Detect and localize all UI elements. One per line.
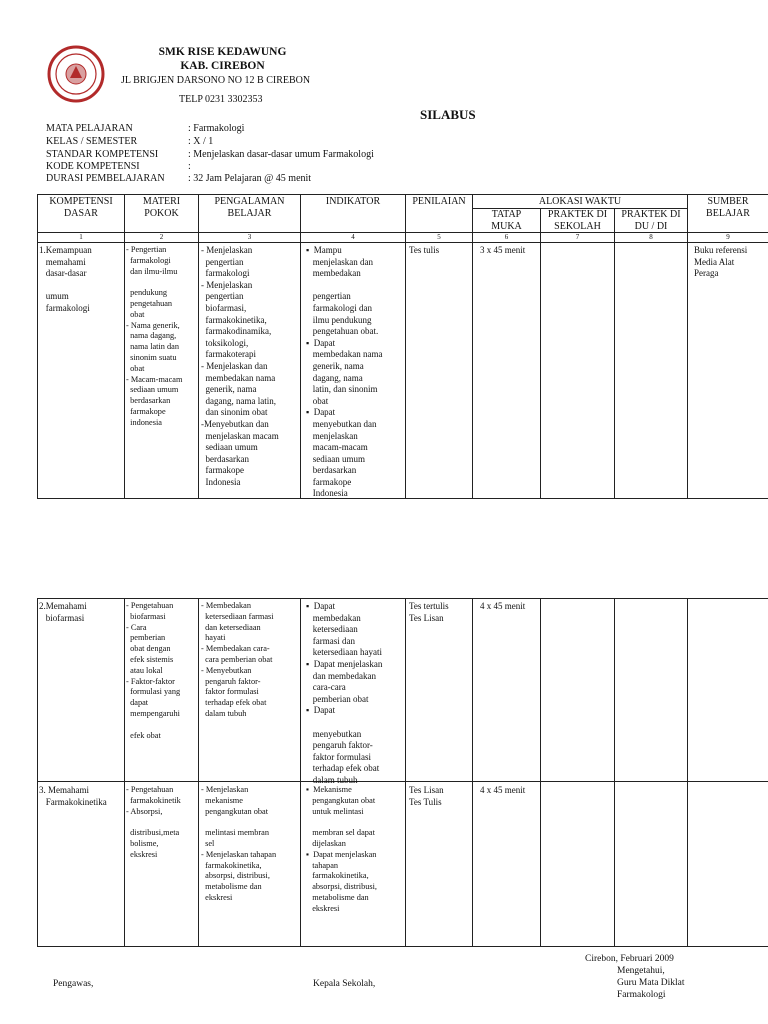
address: JL BRIGJEN DARSONO NO 12 B CIREBON — [121, 75, 311, 86]
column-number: 3 — [247, 233, 252, 241]
table-rule — [37, 242, 768, 243]
column-number: 6 — [504, 233, 509, 241]
cell-kompetensi: 2.Memahami biofarmasi — [39, 601, 87, 623]
pengawas-label: Pengawas, — [53, 979, 94, 989]
column-number: 7 — [575, 233, 580, 241]
column-number: 9 — [726, 233, 730, 241]
cell-sumber: Buku referensi Media Alat Peraga — [694, 245, 748, 279]
kepala-sekolah-label: Kepala Sekolah, — [313, 979, 376, 989]
regency: KAB. CIREBON — [180, 60, 265, 72]
cell-tatap-muka: 4 x 45 menit — [480, 785, 526, 795]
table-rule — [614, 598, 615, 947]
header-sumber: SUMBER BELAJAR — [706, 196, 750, 219]
school-logo — [34, 42, 116, 106]
meta-value: : — [188, 161, 191, 172]
cell-tatap-muka: 4 x 45 menit — [480, 601, 526, 611]
table-rule — [614, 208, 615, 499]
cell-pengalaman: - Menjelaskan mekanisme pengangkutan obat melintasi membran sel - Menjelaskan tahapan farmakokinetika, absorpsi, distribusi, metabolisme dan ekskresi — [201, 785, 277, 902]
guru-mata-diklat: Guru Mata Diklat — [617, 978, 685, 988]
table-rule — [124, 598, 125, 947]
header-materi: MATERI POKOK — [142, 196, 181, 219]
cell-materi: - Pengetahuan biofarmasi - Cara pemberian obat dengan efek sistemis atau lokal - Faktor-faktor formulasi yang dapat mempengaruhi efek obat — [126, 601, 181, 740]
meta-value: : Farmakologi — [188, 123, 245, 134]
cell-indikator: ▪ Mampu menjelaskan dan membedakan pengertian farmakologi dan ilmu pendukung pengetahuan obat. ▪ Dapat membedakan nama generik, nama dagang, nama latin, dan sinonim obat ▪ Dapat menyebutkan dan menjelaskan macam-macam sediaan umum berdasarkan farmakope Indonesia — [306, 245, 383, 499]
cell-penilaian: Tes tulis — [409, 245, 440, 255]
doc-title: SILABUS — [420, 107, 476, 122]
meta-label: DURASI PEMBELAJARAN — [46, 173, 165, 184]
table-rule — [37, 946, 768, 947]
meta-value: : 32 Jam Pelajaran @ 45 menit — [188, 173, 312, 184]
cell-indikator: ▪ Mekanisme pengangkutan obat untuk melintasi membran sel dapat dijelaskan ▪ Dapat menjelaskan tahapan farmakokinetika, absorpsi, distribusi, metabolisme dan ekskresi — [306, 785, 377, 913]
cell-kompetensi: 3. Memahami Farmakokinetika — [39, 785, 107, 807]
column-number: 5 — [437, 233, 441, 241]
table-rule — [37, 194, 768, 195]
meta-label: MATA PELAJARAN — [46, 123, 133, 134]
table-rule — [540, 598, 541, 947]
header-alokasi: ALOKASI WAKTU — [538, 196, 622, 207]
place-date: Cirebon, Februari 2009 — [585, 954, 674, 964]
table-rule — [37, 598, 768, 599]
cell-pengalaman: - Membedakan ketersediaan farmasi dan ketersediaan hayati - Membedakan cara- cara pemberian obat - Menyebutkan pengaruh faktor- faktor formulasi terhadap efek obat dalam tubuh — [201, 601, 274, 718]
cell-tatap-muka: 3 x 45 menit — [480, 245, 526, 255]
column-number: 2 — [159, 233, 164, 241]
cell-indikator: ▪ Dapat membedakan ketersediaan farmasi dan ketersediaan hayati ▪ Dapat menjelaskan dan membedakan cara-cara pemberian obat ▪ Dapat menyebutkan pengaruh faktor- faktor formulasi terhadap efek obat dalam tubuh — [306, 601, 383, 785]
header-praktek-du: PRAKTEK DI DU / DI — [621, 209, 681, 232]
header-kompetensi: KOMPETENSI DASAR — [49, 196, 113, 219]
table-rule — [540, 208, 541, 499]
column-number: 1 — [79, 233, 83, 241]
meta-value: : X / 1 — [188, 136, 214, 147]
meta-label: KELAS / SEMESTER — [46, 136, 138, 147]
phone: TELP 0231 3302353 — [179, 94, 263, 105]
cell-materi: - Pengetahuan farmakokinetik - Absorpsi, distribusi,meta bolisme, ekskresi — [126, 785, 181, 859]
cell-pengalaman: - Menjelaskan pengertian farmakologi - Menjelaskan pengertian biofarmasi, farmakokinetika, farmakodinamika, toksikologi, farmakoterapi - Menjelaskan dan membedakan nama generik, nama dagang, nama latin, dan sinonim obat -Menyebutkan dan menjelaskan macam sediaan umum berdasarkan farmakope Indonesia — [201, 245, 279, 487]
header-indikator: INDIKATOR — [325, 196, 381, 207]
header-tatap-muka: TATAP MUKA — [491, 209, 522, 232]
column-number: 8 — [649, 233, 653, 241]
table-rule — [300, 598, 301, 947]
cell-penilaian: Tes Lisan Tes Tulis — [409, 785, 444, 807]
header-penilaian: PENILAIAN — [412, 196, 466, 207]
meta-label: STANDAR KOMPETENSI — [46, 149, 159, 160]
meta-value: : Menjelaskan dasar-dasar umum Farmakologi — [188, 149, 374, 160]
column-number: 4 — [351, 233, 355, 241]
mata-pelajaran: Farmakologi — [617, 990, 666, 1000]
meta-label: KODE KOMPETENSI — [46, 161, 140, 172]
table-rule — [472, 598, 473, 947]
table-rule — [405, 598, 406, 947]
table-rule — [37, 598, 38, 947]
table-rule — [198, 598, 199, 947]
header-praktek-sekolah: PRAKTEK DI SEKOLAH — [547, 209, 608, 232]
mengetahui: Mengetahui, — [617, 966, 665, 976]
cell-materi: - Pengertian farmakologi dan ilmu-ilmu pendukung pengetahuan obat - Nama generik, nama dagang, nama latin dan sinonim suatu obat - Macam-macam sediaan umum berdasarkan farmakope indonesia — [126, 245, 183, 427]
cell-kompetensi: 1.Kemampuan memahami dasar-dasar umum farmakologi — [39, 245, 92, 313]
school-name: SMK RISE KEDAWUNG — [158, 46, 287, 58]
table-rule — [687, 598, 688, 947]
cell-penilaian: Tes tertulis Tes Lisan — [409, 601, 449, 623]
header-pengalaman: PENGALAMAN BELAJAR — [214, 196, 285, 219]
